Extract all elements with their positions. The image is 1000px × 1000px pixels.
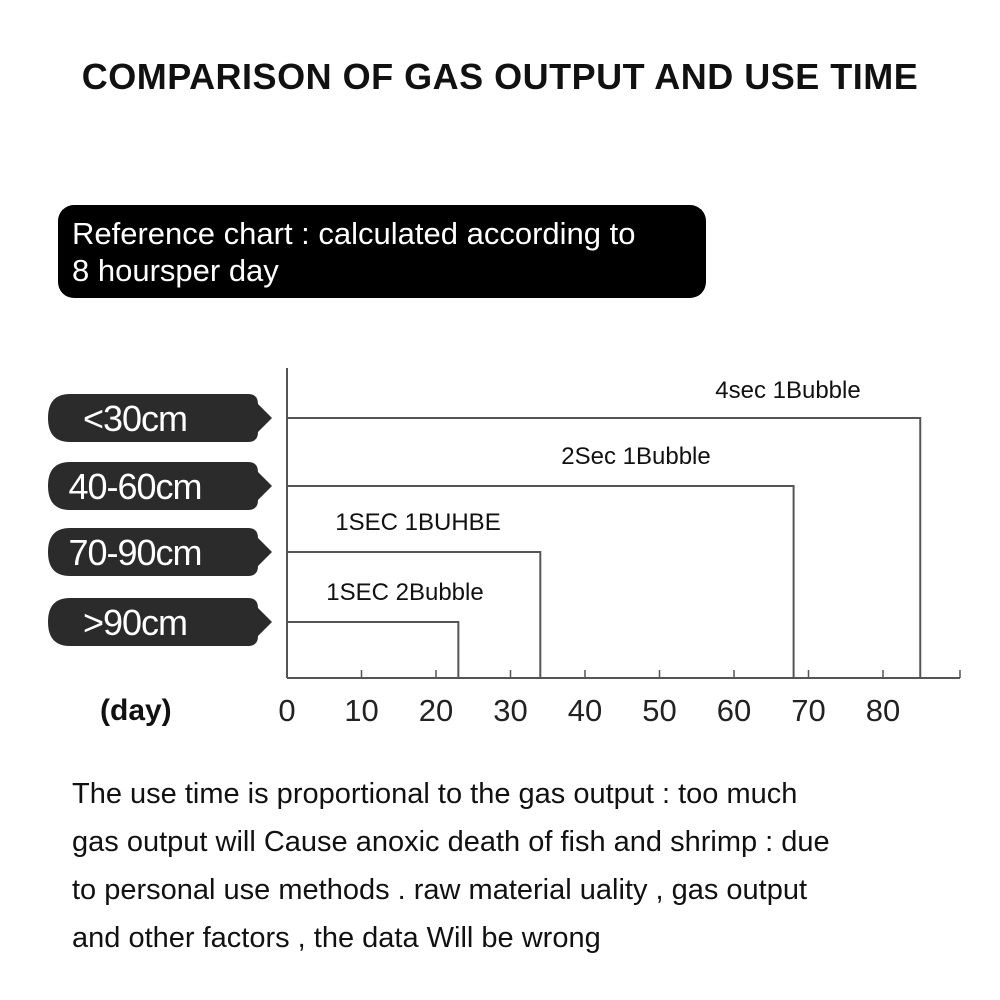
bar-label: 1SEC 1BUHBE xyxy=(335,509,501,536)
x-tick-label: 0 xyxy=(278,693,296,728)
category-label: 40-60cm xyxy=(68,466,202,507)
page-title: COMPARISON OF GAS OUTPUT AND USE TIME xyxy=(81,56,919,97)
bar-line xyxy=(287,622,458,678)
usage-chart xyxy=(0,350,1000,750)
bar-label: 2Sec 1Bubble xyxy=(561,443,711,470)
footnote-line-1: The use time is proportional to the gas output : too much xyxy=(72,778,798,810)
category-label: >90cm xyxy=(82,602,188,643)
reference-note-box xyxy=(58,205,706,298)
x-axis-label: (day) xyxy=(100,694,172,727)
footnote-line-2: gas output will Cause anoxic death of fish and shrimp : due xyxy=(72,826,830,858)
reference-line-1: Reference chart : calculated according to xyxy=(72,216,636,251)
x-tick-label: 80 xyxy=(865,693,901,728)
bar-label: 1SEC 2Bubble xyxy=(326,579,484,606)
x-tick-label: 20 xyxy=(418,693,454,728)
x-tick-label: 60 xyxy=(716,693,752,728)
x-tick-label: 50 xyxy=(642,693,677,728)
footnote-line-4: and other factors , the data Will be wrong xyxy=(72,922,601,954)
reference-line-2: 8 hoursper day xyxy=(72,253,279,288)
footnote-line-3: to personal use methods . raw material uality , gas output xyxy=(72,874,808,906)
category-label: 70-90cm xyxy=(68,532,202,573)
bar-label: 4sec 1Bubble xyxy=(715,377,861,404)
x-tick-label: 40 xyxy=(567,693,603,728)
x-tick-label: 70 xyxy=(791,693,826,728)
bar-line xyxy=(287,552,540,678)
x-tick-label: 10 xyxy=(344,693,379,728)
category-label: <30cm xyxy=(82,398,188,439)
x-tick-label: 30 xyxy=(493,693,528,728)
footnote xyxy=(72,770,952,962)
